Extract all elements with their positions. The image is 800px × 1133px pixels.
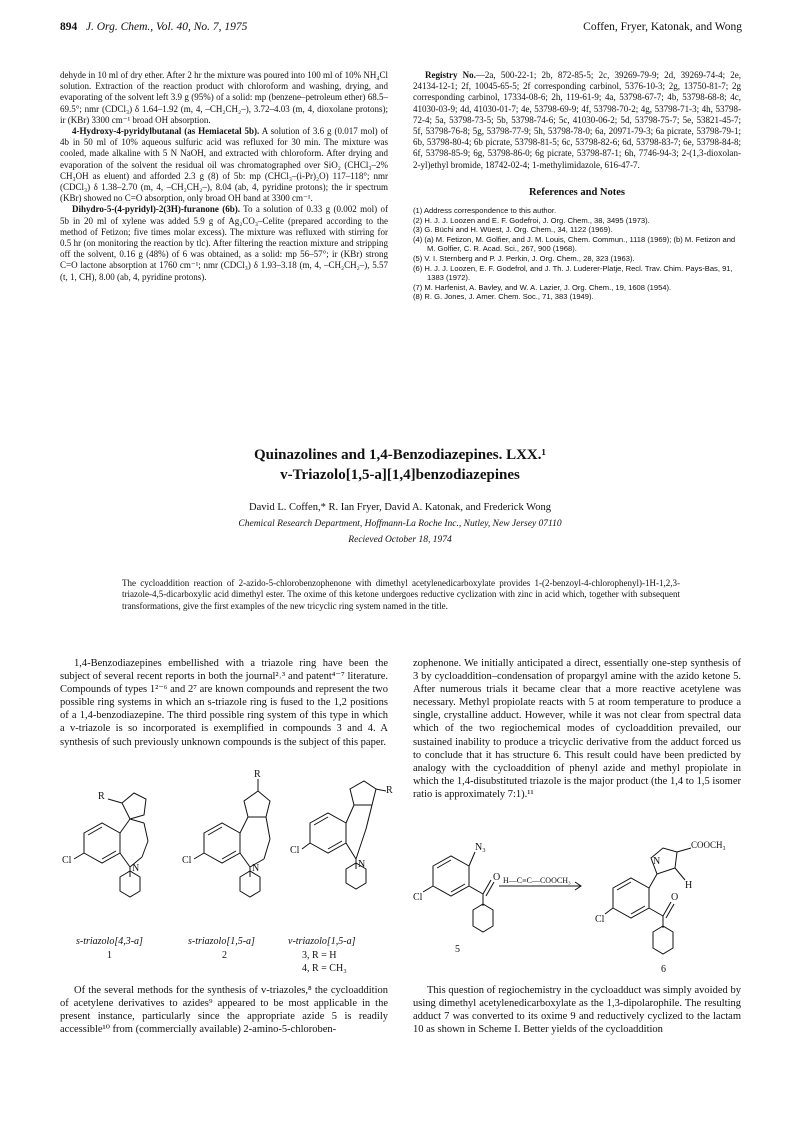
structure-1-number: 1 bbox=[107, 950, 112, 961]
phenyl-ring-6 bbox=[653, 926, 673, 954]
body-paragraph: This question of regiochemistry in the cycloadduct was simply avoided by using dimethyl acetylenedicarboxylate as the 1,3-dipolarophile. The resulting adduct 7 was converted to its oxime 9 and reductively cyclized to the lactam 10 as shown in Scheme I. Better yields of the cycloaddition bbox=[413, 985, 741, 1036]
registry-paragraph bbox=[413, 70, 741, 171]
reference-item: (5) V. I. Sternberg and P. J. Perkin, J. Org. Chem., 28, 323 (1963). bbox=[413, 254, 635, 263]
reference-item: (3) G. Büchi and H. Wüest, J. Org. Chem., 34, 1122 (1969). bbox=[413, 225, 613, 235]
registry-heading: Registry No. bbox=[425, 70, 476, 80]
article-title-block bbox=[60, 445, 740, 545]
structure-3-name: v-triazolo[1,5-a] bbox=[288, 936, 356, 947]
atom-label: Cl bbox=[413, 892, 423, 903]
reference-item: (8) R. G. Jones, J. Amer. Chem. Soc., 71, 383 (1949). bbox=[413, 292, 594, 302]
structure-2-number: 2 bbox=[222, 950, 227, 961]
atom-label: R bbox=[386, 785, 393, 796]
article-title-line-2: v-Triazolo[1,5-a][1,4]benzodiazepines bbox=[280, 467, 520, 483]
structure-4-number: 4, R = CH₃ bbox=[302, 963, 347, 974]
atom-label: R bbox=[254, 769, 261, 780]
atom-label: Cl bbox=[62, 855, 72, 866]
page-header bbox=[60, 21, 742, 39]
registry-refs-column bbox=[413, 70, 741, 302]
experimental-paragraph bbox=[60, 126, 388, 204]
atom-label: Cl bbox=[595, 914, 605, 925]
atom-label: N bbox=[653, 856, 661, 867]
body-paragraph: Of the several methods for the synthesis of v-triazoles,⁸ the cycloaddition of acetylene derivatives to azides⁹ appeared to be most applicable in the present instance, particularly since the appropriate azide 5 is readily accessible¹⁰ from (commercially available) 2-amino-5-chloroben- bbox=[60, 985, 388, 1036]
benzene-ring-3 bbox=[310, 813, 346, 853]
header-left bbox=[60, 21, 247, 33]
page-number: 894 bbox=[60, 21, 78, 33]
benzene-ring-5 bbox=[433, 856, 469, 896]
atom-label: O bbox=[671, 892, 679, 903]
benzene-ring-6 bbox=[613, 878, 649, 918]
experimental-text: To a solution of 0.33 g (0.002 mol) of 5b in 20 ml of xylene was added 5.9 g of Ag₂CO₃–Celite (prepared according to the method of Fetizon; five times molar excess). The mixture was refluxed with stirring for 0.5 hr (on monitoring the reaction by tlc). After filtering the reaction mixture and stripping off the solvent, 0.16 g (48%) of 6 was obtained, as a solid: mp 56–57°; ir (KBr) strong C=O lactone absorption at 1760 cm⁻¹; nmr (CDCl₃) δ 1.93–3.18 (m, 4, –CH₂CH₂–), 5.57 (t, 1, CH), 8.00 (ab, 4, pyridine protons). bbox=[60, 204, 388, 282]
triazole-ring-2 bbox=[244, 791, 270, 817]
experimental-text: A solution of 3.6 g (0.017 mol) of 4b in 50 ml of 10% aqueous sulfuric acid was refluxed for 30 min. The mixture was cooled, made alkaline with 5 N NaOH, and extracted with chloroform. After drying and evaporation of the solvent the residual oil was chromatographed over SiO₂ (CHCl₃–2% CH₃OH as eluent) and afforded 2.3 g (8) of 5b: mp (CHCl₃–(i-Pr)₂O) 117–118°; nmr (CDCl₃) δ 1.38–2.70 (m, 4, –CH₂CH₂–), 8.04 (ab, 4, pyridine protons); the ir spectrum (KBr) showed no C=O absorption, only broad OH band at 3300 cm⁻¹. bbox=[60, 126, 389, 204]
article-affiliation: Chemical Research Department, Hoffmann-La Roche Inc., Nutley, New Jersey 07110 bbox=[238, 519, 562, 529]
journal-citation: J. Org. Chem., Vol. 40, No. 7, 1975 bbox=[85, 21, 248, 33]
benzene-ring-2 bbox=[204, 823, 240, 863]
atom-label: Cl bbox=[182, 855, 192, 866]
atom-label: O bbox=[493, 872, 501, 883]
atom-label: N bbox=[252, 863, 260, 874]
references-heading: References and Notes bbox=[528, 186, 626, 198]
atom-label: R bbox=[98, 791, 105, 802]
article-received-date: Recieved October 18, 1974 bbox=[348, 535, 452, 545]
structure-3-number: 3, R = H bbox=[302, 950, 337, 961]
experimental-column bbox=[60, 70, 388, 283]
compound-5-number: 5 bbox=[455, 944, 460, 955]
substituent-label: COOCH₃ bbox=[691, 840, 726, 850]
structure-1-name: s-triazolo[4,3-a] bbox=[76, 936, 143, 947]
reaction-scheme-5-to-6 bbox=[413, 822, 743, 982]
reagent-label: H—C≡C—COOCH₃ bbox=[503, 876, 571, 885]
body-right-column bbox=[413, 657, 741, 801]
body-left-column-continued bbox=[60, 984, 388, 1036]
azide-label: N₃ bbox=[475, 842, 486, 853]
atom-label: Cl bbox=[290, 845, 300, 856]
reference-item: (1) Address correspondence to this author. bbox=[413, 206, 557, 216]
experimental-paragraph bbox=[60, 204, 388, 282]
triazole-ring-1 bbox=[122, 793, 146, 819]
body-paragraph: zophenone. We initially anticipated a direct, essentially one-step synthesis of 3 by cycloaddition–condensation of propargyl amine with the azido ketone 5. After numerous trials it became clear that a more reactive acetylene was necessary. Methyl propiolate reacts with 5 at room temperature to produce a single, crystalline adduct. However, while it was not clear from spectral data which of the two regiochemical modes of cycloaddition prevailed, our sustained inability to produce a tricyclic derivative from the adduct forced us to conclude that it has structure 6. This result could have been predicted by analogy with the cycloaddition of phenyl azide and methyl propiolate in which the 1,4-disubstituted triazole is the major product (the 1,4 to 1,5 isomer ratio is approximately 7:1).¹¹ bbox=[413, 658, 741, 800]
structure-2-name: s-triazolo[1,5-a] bbox=[188, 936, 255, 947]
reference-item: (7) M. Harfenist, A. Bavley, and W. A. Lazier, J. Org. Chem., 19, 1608 (1954). bbox=[413, 282, 672, 292]
registry-text: —2a, 500-22-1; 2b, 872-85-5; 2c, 39269-79-9; 2d, 39269-74-4; 2e, 24134-12-1; 2f, 10045-65-5; 2f corresponding carbinol, 5376-10-3; 2g, 13750-81-7; 2g corresponding carbinol, 17334-08-6; 2h, 119-61-9; 4a, 53798-67-7; 4b, 53798-68-8; 4c, 41030-03-9; 4d, 41030-01-7; 4e, 53798-69-9; 4f, 53798-70-2; 4g, 53798-71-3; 4h, 53798-72-4; 5a, 53798-73-5; 5b, 53798-74-6; 5c, 41030-06-2; 5d, 53798-75-7; 5e, 53821-45-7; 5f, 53798-76-8; 5g, 53798-77-9; 5h, 53798-78-0; 6a, 20971-79-3; 6a picrate, 53798-79-1; 6b, 53798-80-4; 6b picrate, 53798-81-5; 6c, 53798-82-6; 6d, 53798-83-7; 6e, 53798-84-8; 6f, 53798-85-9; 6g, 53798-86-0; 6g picrate, 53798-87-1; 6h, 7746-94-3; 2-(1,3-dioxolan-2-yl)ethyl bromide, 18742-02-4; 1-methylimidazole, 616-47-7. bbox=[413, 70, 741, 170]
compound-heading: 4-Hydroxy-4-pyridylbutanal (as Hemiacetal 5b). bbox=[72, 126, 260, 137]
atom-label: N bbox=[358, 859, 366, 870]
article-abstract: The cycloaddition reaction of 2-azido-5-chlorobenzophenone with dimethyl acetylenedicarboxylate provides 1-(2-benzoyl-4-chlorophenyl)-1H-1,2,3-triazole-4,5-dicarboxylic acid dimethyl ester. The oxime of this ketone undergoes reductive cyclization with zinc in acid which, together with subsequent transformations, give the first examples of the new tricyclic ring system named in the title. bbox=[122, 578, 680, 611]
body-paragraph: 1,4-Benzodiazepines embellished with a triazole ring have been the subject of several recent reports in both the journal²˒³ and patent⁴⁻⁷ literature. Compounds of types 1²⁻⁶ and 2⁷ are known compounds and represent the two possible ring systems in which an s-triazole ring is fused to the 1,2 positions of a 1,4-benzodiazepine. The third possible ring system of this type in which a v-triazole is so incorporated is exemplified in compounds 3 and 4. A synthesis of such previously unknown compounds is the subject of this paper. bbox=[60, 658, 388, 748]
reference-item: (4) (a) M. Fetizon, M. Golfier, and J. M. Louis, Chem. Commun., 1118 (1969); (b) M. Fetizon and M. Golfier, C. R. Acad. Sci., 267, 900 (1968). bbox=[413, 234, 736, 254]
body-left-column bbox=[60, 657, 388, 749]
experimental-paragraph: dehyde in 10 ml of dry ether. After 2 hr the mixture was poured into 100 ml of 10% NH₄Cl solution. Extraction of the reaction product with chloroform and washing, drying, and evaporating of the solvent left 3.9 g (95%) of a solid: mp (benzene–petroleum ether) 68.5–69.5°; nmr (CDCl₃) δ 1.64–1.92 (m, 4, –CH₂CH₂–), 3.72–4.03 (m, 4, dioxolane protons); ir (KBr) 3300 cm⁻¹ broad OH absorption. bbox=[60, 70, 388, 125]
reference-item: (6) H. J. J. Loozen, E. F. Godefrol, and J. Th. J. Luderer-Platje, Recl. Trav. Chim. Pays-Bas, 91, 1383 (1972). bbox=[413, 263, 733, 283]
atom-label: H bbox=[685, 880, 693, 891]
benzene-ring-1 bbox=[84, 823, 120, 863]
reference-item: (2) H. J. J. Loozen and E. F. Godefroi, J. Org. Chem., 38, 3495 (1973). bbox=[413, 215, 650, 225]
header-authors: Coffen, Fryer, Katonak, and Wong bbox=[583, 21, 742, 33]
compound-heading: Dihydro-5-(4-pyridyl)-2(3H)-furanone (6b). bbox=[72, 204, 240, 215]
triazole-ring-3 bbox=[350, 781, 376, 805]
phenyl-ring-5 bbox=[473, 904, 493, 932]
body-right-column-continued bbox=[413, 984, 741, 1036]
atom-label: N bbox=[132, 863, 140, 874]
article-authors: David L. Coffen,* R. Ian Fryer, David A. Katonak, and Frederick Wong bbox=[249, 502, 551, 513]
compound-6-number: 6 bbox=[661, 964, 666, 975]
article-title-line-1: Quinazolines and 1,4-Benzodiazepines. LXX.¹ bbox=[253, 447, 547, 463]
references-list bbox=[413, 206, 741, 302]
